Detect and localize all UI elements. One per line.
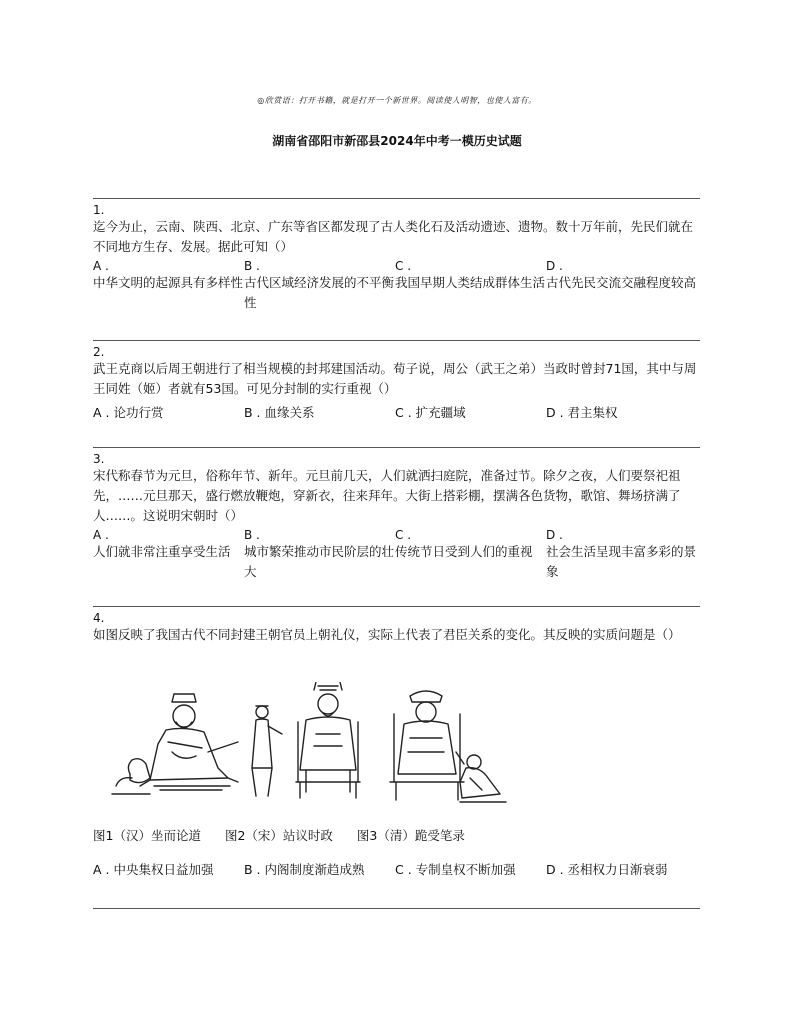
option-letter: D . xyxy=(546,528,563,542)
option-letter: B . xyxy=(244,259,260,273)
option-c[interactable]: C . 专制皇权不断加强 xyxy=(395,862,516,877)
option-a[interactable]: A . 中央集权日益加强 xyxy=(93,862,214,877)
option-text: 中华文明的起源具有多样性 xyxy=(93,275,244,290)
option-c[interactable]: C . 扩充疆域 xyxy=(395,405,466,420)
question-1 xyxy=(93,203,700,313)
caption-figure-1: 图1（汉）坐而论道 xyxy=(93,828,201,843)
court-ritual-illustration xyxy=(110,682,510,814)
question-number: 1. xyxy=(93,203,105,217)
divider xyxy=(93,340,700,341)
question-number: 2. xyxy=(93,345,105,359)
figure-2-song-drawing xyxy=(252,682,360,798)
question-2 xyxy=(93,345,700,423)
option-b[interactable] xyxy=(244,528,395,582)
question-3 xyxy=(93,452,700,582)
question-number: 3. xyxy=(93,452,105,466)
option-letter: A . xyxy=(93,528,109,542)
question-4 xyxy=(93,611,700,645)
option-letter: B . xyxy=(244,528,260,542)
question-stem: 迄今为止，云南、陕西、北京、广东等省区都发现了古人类化石及活动遗迹、遗物。数十万年前，先民们就在不同地方生存、发展。据此可知（） xyxy=(93,219,694,254)
divider xyxy=(93,908,700,909)
option-letter: C . xyxy=(395,528,412,542)
option-letter: D . xyxy=(546,259,563,273)
question-stem: 武王克商以后周王朝进行了相当规模的封邦建国活动。荀子说，周公（武王之弟）当政时曾封71国，其中与周王同姓（姬）者就有53国。可见分封制的实行重视（） xyxy=(93,361,697,396)
options xyxy=(93,403,700,423)
caption-figure-3: 图3（清）跪受笔录 xyxy=(356,828,465,843)
option-text: 城市繁荣推动市民阶层的壮大 xyxy=(244,544,395,579)
question-stem: 宋代称春节为元旦，俗称年节、新年。元旦前几天，人们就洒扫庭院，准备过节。除夕之夜，人们要祭祀祖先，……元旦那天，盛行燃放鞭炮，穿新衣，往来拜年。大街上搭彩棚，摆满各色货物，歌馆、舞场挤满了人……。这说明宋朝时（） xyxy=(93,468,681,523)
option-text: 我国早期人类结成群体生活 xyxy=(395,275,546,290)
header-motto: ◎欣赏语：打开书籍，就是打开一个新世界。阅读使人明智，也使人富有。 xyxy=(257,96,537,105)
option-a[interactable] xyxy=(93,528,244,582)
option-text: 社会生活呈现丰富多彩的景象 xyxy=(546,544,697,579)
option-b[interactable]: B . 内阁制度渐趋成熟 xyxy=(244,862,365,877)
option-a[interactable]: A . 论功行赏 xyxy=(93,405,164,420)
option-c[interactable] xyxy=(395,259,546,313)
option-text: 古代先民交流交融程度较高 xyxy=(546,275,697,290)
option-b[interactable] xyxy=(244,259,395,313)
option-text: 传统节日受到人们的重视 xyxy=(395,544,533,559)
divider xyxy=(93,447,700,448)
option-c[interactable] xyxy=(395,528,546,582)
option-letter: C . xyxy=(395,259,412,273)
option-a[interactable] xyxy=(93,259,244,313)
option-d[interactable] xyxy=(546,528,697,582)
figure-1-han-drawing xyxy=(112,694,238,794)
options xyxy=(93,860,700,880)
divider xyxy=(93,198,700,199)
option-d[interactable] xyxy=(546,259,697,313)
question-number: 4. xyxy=(93,611,105,625)
option-text: 人们就非常注重享受生活 xyxy=(93,544,231,559)
options xyxy=(93,528,700,582)
figure-captions xyxy=(93,826,485,844)
question-4-options xyxy=(93,860,700,880)
option-text: 古代区域经济发展的不平衡性 xyxy=(244,275,395,310)
option-letter: A . xyxy=(93,259,109,273)
option-b[interactable]: B . 血缘关系 xyxy=(244,405,315,420)
option-d[interactable]: D . 丞相权力日渐衰弱 xyxy=(546,862,668,877)
divider xyxy=(93,606,700,607)
options xyxy=(93,259,700,313)
question-stem: 如图反映了我国古代不同封建王朝官员上朝礼仪，实际上代表了君臣关系的变化。其反映的实质问题是（） xyxy=(93,627,681,642)
page-title: 湖南省邵阳市新邵县2024年中考一模历史试题 xyxy=(272,134,522,148)
figure-3-qing-drawing xyxy=(390,691,506,802)
caption-figure-2: 图2（宋）站议时政 xyxy=(224,828,333,843)
option-d[interactable]: D . 君主集权 xyxy=(546,405,618,420)
